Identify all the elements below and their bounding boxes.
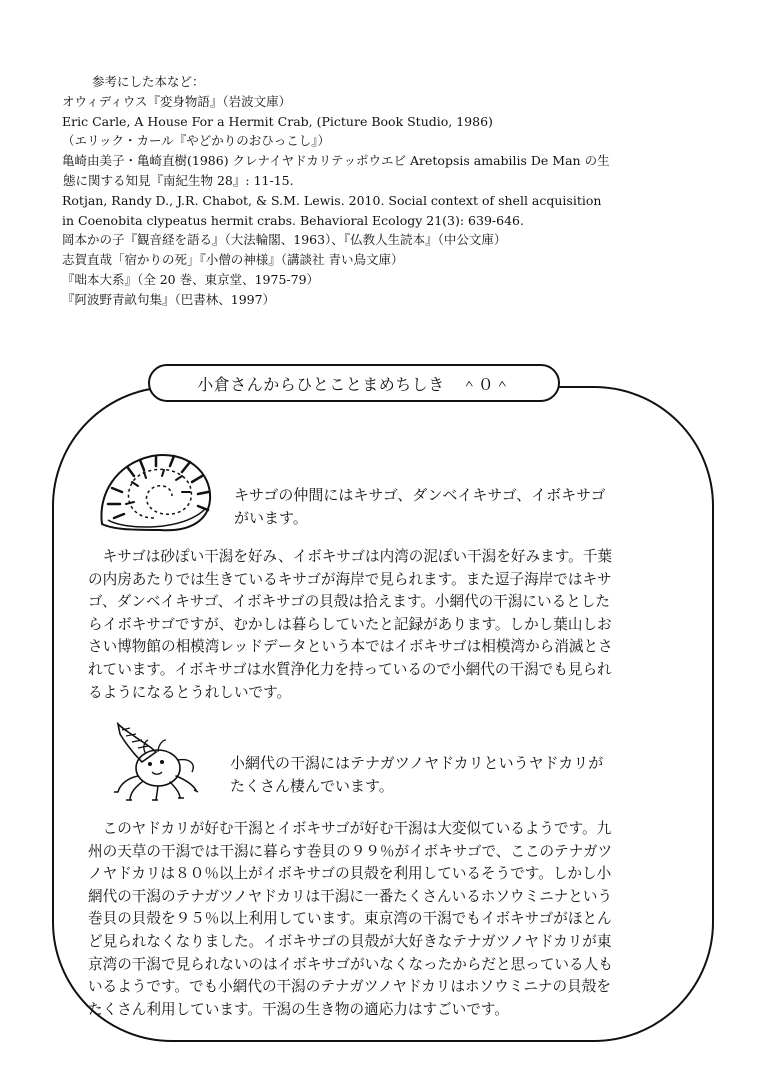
paragraph-line: 州の天草の干潟では干潟に暮らす巻貝の９９％がイボキサゴで、ここのテナガツ — [88, 842, 613, 860]
reference-line: 『咄本大系』（全 20 巻、東京堂、1975-79） — [62, 271, 320, 287]
section2-paragraph — [88, 818, 678, 1021]
hermit-crab-icon — [100, 718, 210, 804]
section2-intro-line: たくさん棲んでいます。 — [230, 777, 394, 795]
section2-intro-line: 小網代の干潟にはテナガツノヤドカリというヤドカリが — [230, 754, 604, 772]
trivia-title: 小倉さんからひとことまめちしき ＾０＾ — [148, 364, 560, 402]
reference-line: 態に関する知見『南紀生物 28』: 11-15. — [63, 172, 294, 188]
reference-line: 亀崎由美子・亀崎直樹(1986) クレナイヤドカリテッポウエビ Aretopsis amabilis De Man の生 — [62, 153, 610, 169]
reference-line: 志賀直哉「宿かりの死」『小僧の神様』（講談社 青い鳥文庫） — [62, 252, 404, 268]
section2-intro — [230, 752, 603, 798]
paragraph-line: いるようです。でも小網代の干潟のテナガツノヤドカリはホソウミニナの貝殻を — [88, 978, 611, 996]
reference-line: Rotjan, Randy D., J.R. Chabot, & S.M. Lewis. 2010. Social context of shell acquisition — [62, 192, 602, 208]
paragraph-line: ゴ、ダンベイキサゴ、イボキサゴの貝殻は拾えます。小網代の干潟にいるとした — [88, 593, 611, 611]
references-heading: 参考にした本など： — [92, 74, 205, 89]
paragraph-line: キサゴは砂ぽい干潟を好み、イボキサゴは内湾の泥ぽい干潟を好みます。千葉 — [102, 548, 612, 565]
reference-line: 岡本かの子『観音経を語る』（大法輪閣、1963）、『仏教人生読本』（中公文庫） — [62, 232, 507, 248]
paragraph-line: 網代の干潟のテナガツノヤドカリは干潟に一番たくさんいるホソウミニナという — [88, 887, 613, 905]
paragraph-line: 京湾の干潟で見られないのはイボキサゴがいなくなったからだと思っている人も — [88, 955, 613, 973]
references-section — [62, 72, 742, 310]
reference-line: オウィディウス『変身物語』（岩波文庫） — [62, 93, 292, 109]
paragraph-line: らイボキサゴですが、むかしは暮らしていたと記録があります。しかし葉山しお — [88, 615, 612, 633]
reference-line: in Coenobita clypeatus hermit crabs. Behavioral Ecology 21(3): 639-646. — [62, 212, 524, 228]
paragraph-line: るようになるとうれしいです。 — [88, 683, 292, 701]
section1-intro-line: がいます。 — [234, 509, 308, 527]
section1-paragraph — [88, 546, 678, 704]
reference-line: （エリック・カール『やどかりのおひっこし』） — [62, 133, 331, 149]
section1-intro — [234, 484, 606, 530]
reference-line: Eric Carle, A House For a Hermit Crab, (Picture Book Studio, 1986) — [62, 113, 493, 129]
paragraph-line: ノヤドカリは８０％以上がイボキサゴの貝殻を利用しているそうです。しかし小 — [88, 865, 612, 883]
paragraph-line: ど見られなくなりました。イボキサゴの貝殻が大好きなテナガツノヤドカリが東 — [88, 932, 612, 950]
paragraph-line: このヤドカリが好む干潟とイボキサゴが好む干潟は大変似ているようです。九 — [102, 820, 612, 837]
reference-line: 『阿波野青畝句集』（巴書林、1997） — [62, 291, 276, 307]
paragraph-line: さい博物館の相模湾レッドデータという本ではイボキサゴは相模湾から消滅とさ — [88, 638, 613, 656]
paragraph-line: たくさん利用しています。干潟の生き物の適応力はすごいです。 — [88, 1000, 509, 1018]
snail-shell-icon — [94, 446, 216, 538]
paragraph-line: れています。イボキサゴは水質浄化力を持っているので小網代の干潟でも見られ — [88, 660, 612, 678]
paragraph-line: の内房あたりでは生きているキサゴが海岸で見られます。また逗子海岸ではキサ — [88, 570, 612, 588]
section1-intro-line: キサゴの仲間にはキサゴ、ダンベイキサゴ、イボキサゴ — [234, 486, 606, 504]
paragraph-line: 巻貝の貝殻を９５％以上利用しています。東京湾の干潟でもイボキサゴがほとん — [88, 910, 612, 928]
